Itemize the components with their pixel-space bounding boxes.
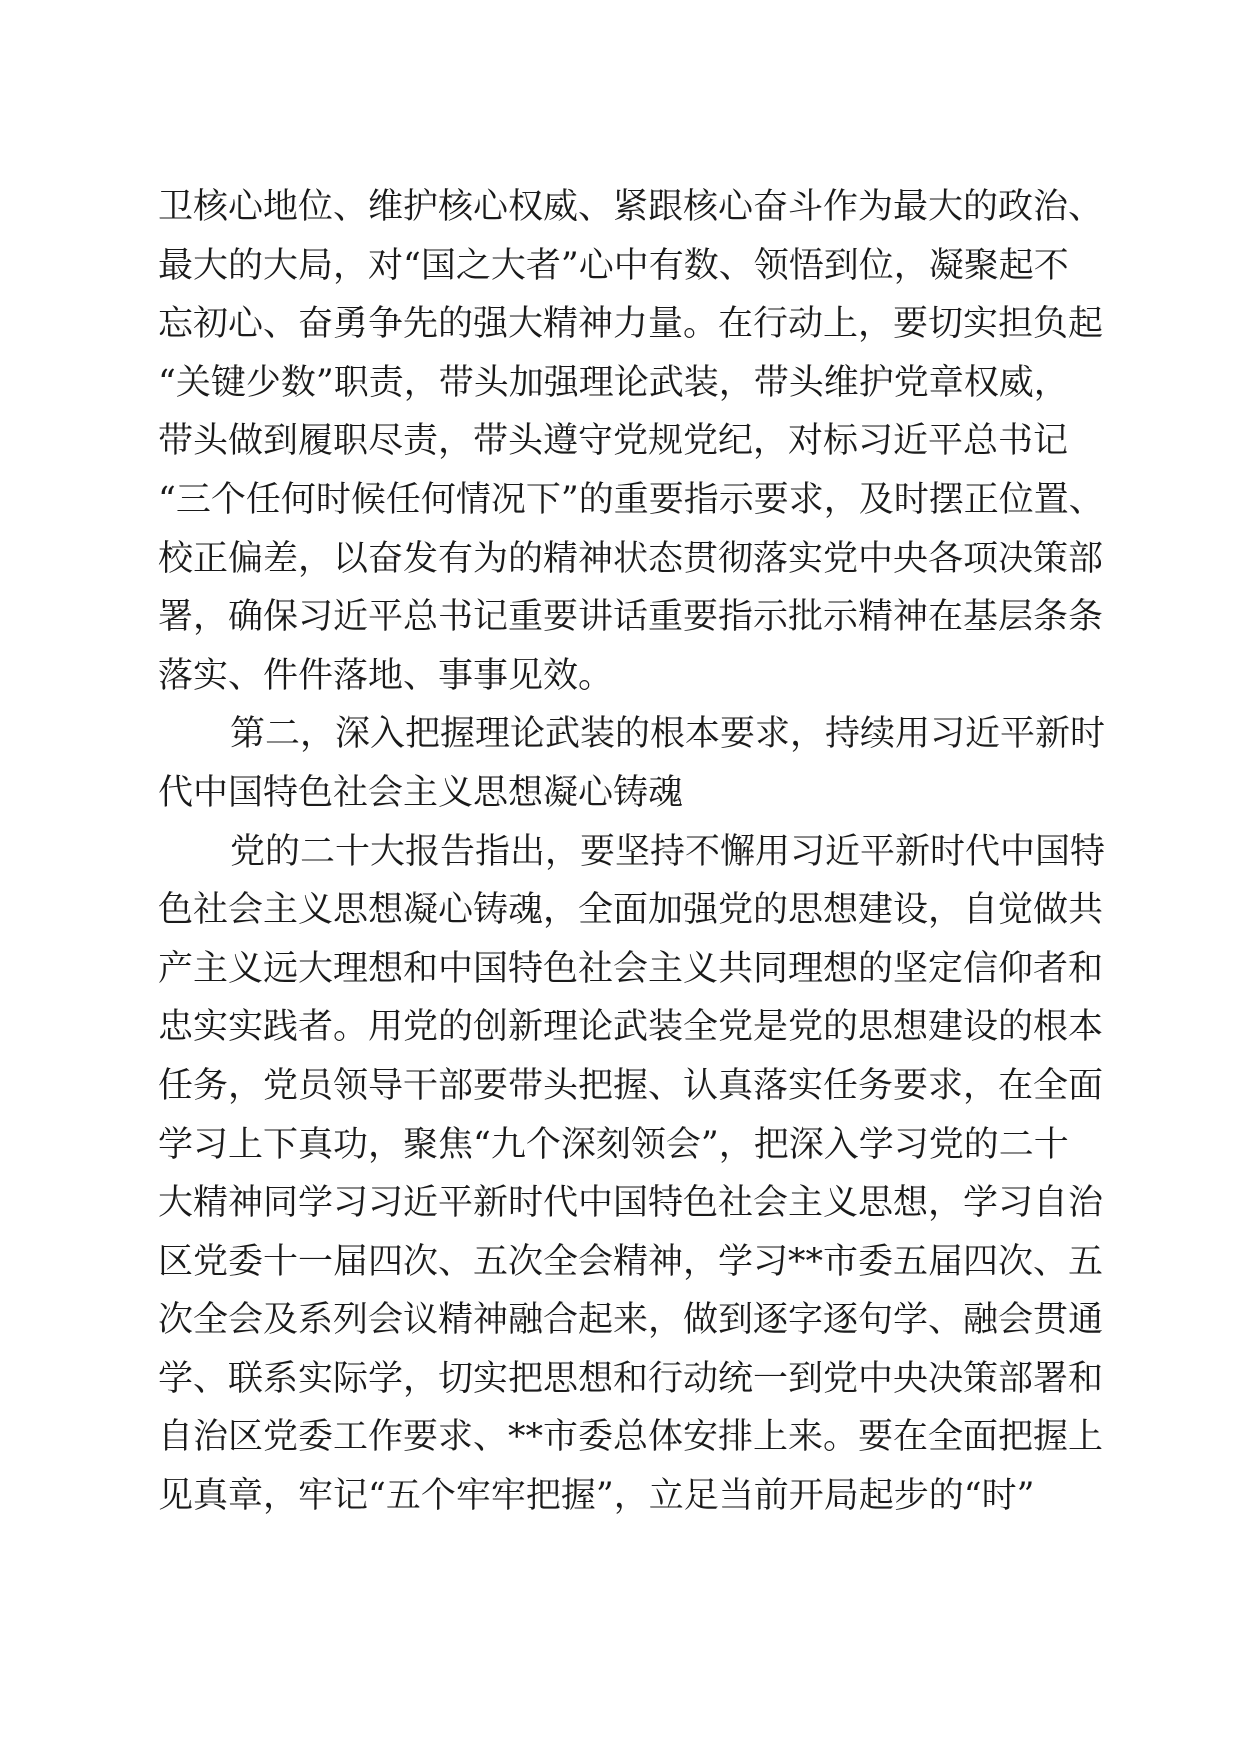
text-line: “三个任何时候任何情况下”的重要指示要求，及时摆正位置、 (158, 479, 1104, 520)
text-line: 见真章，牢记“五个牢牢把握”，立足当前开局起步的“时” (158, 1476, 1035, 1517)
text-line: 自治区党委工作要求、**市委总体安排上来。要在全面把握上 (158, 1417, 1104, 1458)
text-line: 学习上下真功，聚焦“九个深刻领会”，把深入学习党的二十 (158, 1124, 1069, 1165)
body-text (158, 178, 1106, 1526)
text-line: 党的二十大报告指出，要坚持不懈用习近平新时代中国特 (230, 831, 1106, 872)
text-line: 学、联系实际学，切实把思想和行动统一到党中央决策部署和 (158, 1358, 1104, 1399)
text-line: 产主义远大理想和中国特色社会主义共同理想的坚定信仰者和 (158, 948, 1104, 989)
text-line: 卫核心地位、维护核心权威、紧跟核心奋斗作为最大的政治、 (158, 187, 1104, 227)
text-line: 最大的大局，对“国之大者”心中有数、领悟到位，凝聚起不 (158, 245, 1069, 286)
text-line: 区党委十一届四次、五次全会精神，学习**市委五届四次、五 (158, 1241, 1104, 1282)
text-line: 带头做到履职尽责，带头遵守党规党纪，对标习近平总书记 (158, 421, 1069, 462)
text-line: 色社会主义思想凝心铸魂，全面加强党的思想建设，自觉做共 (158, 890, 1104, 931)
text-line: 落实、件件落地、事事见效。 (158, 655, 614, 696)
text-line: 忘初心、奋勇争先的强大精神力量。在行动上，要切实担负起 (158, 304, 1104, 345)
text-line: 忠实实践者。用党的创新理论武装全党是党的思想建设的根本 (158, 1007, 1104, 1048)
text-line: 大精神同学习习近平新时代中国特色社会主义思想，学习自治 (158, 1183, 1104, 1224)
section-heading-line: 代中国特色社会主义思想凝心铸魂 (158, 772, 684, 813)
text-line: 任务，党员领导干部要带头把握、认真落实任务要求，在全面 (158, 1065, 1104, 1106)
text-line: 次全会及系列会议精神融合起来，做到逐字逐句学、融会贯通 (158, 1300, 1104, 1341)
text-line: 署，确保习近平总书记重要讲话重要指示批示精神在基层条条 (158, 597, 1104, 638)
text-line: 校正偏差，以奋发有为的精神状态贯彻落实党中央各项决策部 (158, 538, 1104, 579)
section-heading-line: 第二，深入把握理论武装的根本要求，持续用习近平新时 (230, 714, 1106, 755)
text-line: “关键少数”职责，带头加强理论武装，带头维护党章权威， (158, 362, 1069, 403)
